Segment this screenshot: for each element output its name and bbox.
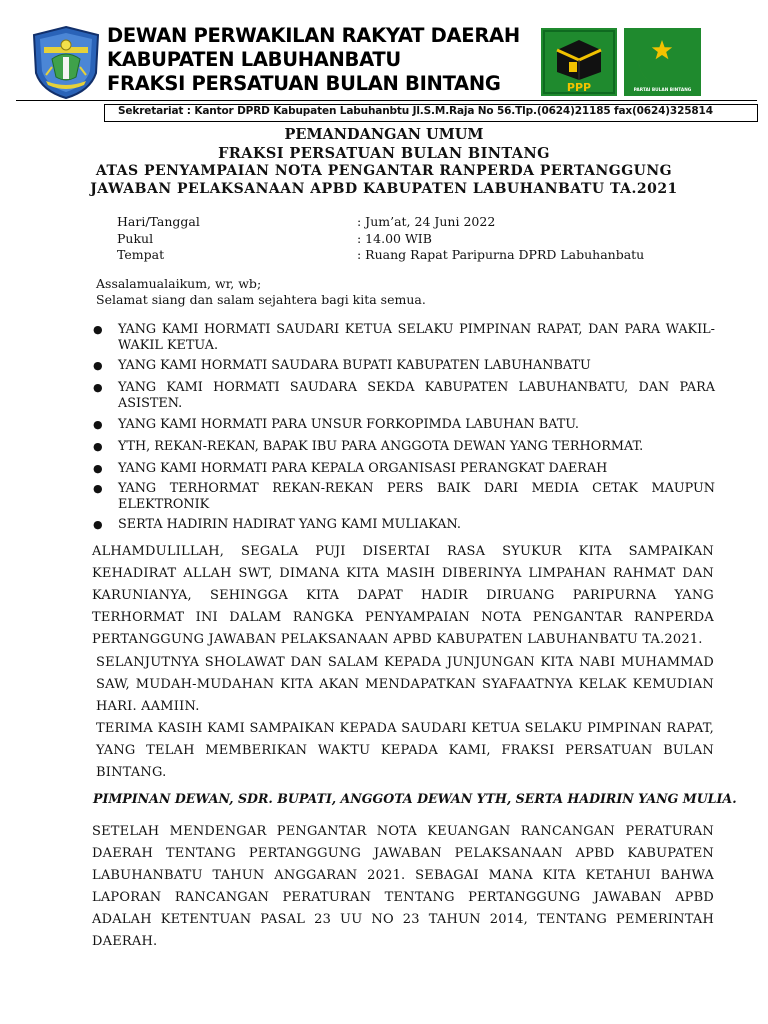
bullet-icon: ● bbox=[93, 462, 103, 475]
meta-label-time: Pukul bbox=[117, 231, 154, 246]
bullet-icon: ● bbox=[93, 381, 103, 394]
salutation-item: YANG KAMI HORMATI SAUDARA SEKDA KABUPATEN LABUHANBATU, DAN PARA ASISTEN. bbox=[118, 380, 715, 411]
greeting-line-2: Selamat siang dan salam sejahtera bagi kita semua. bbox=[96, 292, 426, 307]
pbb-logo bbox=[624, 28, 701, 96]
paragraph-thanks: TERIMA KASIH KAMI SAMPAIKAN KEPADA SAUDARI KETUA SELAKU PIMPINAN RAPAT, YANG TELAH MEMBERIKAN WAKTU KEPADA KAMI, FRAKSI PERSATUAN BULAN BINTANG. bbox=[96, 721, 714, 780]
doc-title-line-4: JAWABAN PELAKSANAAN APBD KABUPATEN LABUHANBATU TA.2021 bbox=[90, 181, 678, 197]
bullet-icon: ● bbox=[93, 323, 103, 336]
greeting-line-1: Assalamualaikum, wr, wb; bbox=[96, 276, 262, 291]
meta-value-place: : Ruang Rapat Paripurna DPRD Labuhanbatu bbox=[357, 247, 645, 262]
meta-label-place: Tempat bbox=[117, 247, 165, 262]
doc-title-line-2: FRAKSI PERSATUAN BULAN BINTANG bbox=[218, 145, 550, 162]
salutation-item: YANG KAMI HORMATI PARA UNSUR FORKOPIMDA LABUHAN BATU. bbox=[118, 417, 579, 432]
bullet-icon: ● bbox=[93, 359, 103, 372]
regency-emblem bbox=[30, 25, 103, 100]
paragraph-sholawat: SELANJUTNYA SHOLAWAT DAN SALAM KEPADA JUNJUNGAN KITA NABI MUHAMMAD SAW, MUDAH-MUDAHAN KITA AKAN MENDAPATKAN SYAFAATNYA KELAK KEMUDIAN HARI. AAMIIN. bbox=[96, 655, 714, 714]
ppp-logo-text: PPP bbox=[566, 81, 592, 94]
pbb-logo-text: PARTAI BULAN BINTANG bbox=[633, 88, 692, 93]
meta-value-date: : Jum’at, 24 Juni 2022 bbox=[357, 214, 496, 229]
meta-value-time: : 14.00 WIB bbox=[357, 231, 432, 246]
letterhead-rule bbox=[16, 100, 757, 101]
secretariat-address: Sekretariat : Kantor DPRD Kabupaten Labuhanbtu Jl.S.M.Raja No 56.Tlp.(0624)21185 fax(0624)325814 bbox=[118, 105, 713, 117]
bullet-icon: ● bbox=[93, 440, 103, 453]
salutation-item: YANG KAMI HORMATI PARA KEPALA ORGANISASI PERANGKAT DAERAH bbox=[118, 461, 608, 476]
letterhead-line-3: FRAKSI PERSATUAN BULAN BINTANG bbox=[107, 72, 501, 95]
salutation-item: YANG TERHORMAT REKAN-REKAN PERS BAIK DARI MEDIA CETAK MAUPUN ELEKTRONIK bbox=[118, 481, 715, 512]
meta-label-date: Hari/Tanggal bbox=[117, 214, 200, 229]
bullet-icon: ● bbox=[93, 418, 103, 431]
paragraph-address-italic: PIMPINAN DEWAN, SDR. BUPATI, ANGGOTA DEWAN YTH, SERTA HADIRIN YANG MULIA. bbox=[93, 791, 737, 806]
salutation-item: YTH, REKAN-REKAN, BAPAK IBU PARA ANGGOTA DEWAN YANG TERHORMAT. bbox=[118, 439, 644, 454]
bullet-icon: ● bbox=[93, 482, 103, 495]
salutation-item: SERTA HADIRIN HADIRAT YANG KAMI MULIAKAN. bbox=[118, 517, 461, 532]
letterhead-line-1: DEWAN PERWAKILAN RAKYAT DAERAH bbox=[107, 24, 520, 47]
paragraph-main: SETELAH MENDENGAR PENGANTAR NOTA KEUANGAN RANCANGAN PERATURAN DAERAH TENTANG PERTANGGUNG JAWABAN PELAKSANAAN APBD KABUPATEN LABUHANBATU TAHUN ANGGARAN 2021. SEBAGAI MANA KITA KETAHUI BAHWA LAPORAN RANCANGAN PERATURAN TENTANG PERTANGGUNG JAWABAN APBD ADALAH KETENTUAN PASAL 23 UU NO 23 TAHUN 2014, TENTANG PEMERINTAH DAERAH. bbox=[92, 824, 714, 949]
letterhead-line-2: KABUPATEN LABUHANBATU bbox=[107, 48, 401, 71]
doc-title-line-1: PEMANDANGAN UMUM bbox=[284, 126, 484, 143]
ppp-logo bbox=[541, 28, 617, 96]
salutation-item: YANG KAMI HORMATI SAUDARI KETUA SELAKU PIMPINAN RAPAT, DAN PARA WAKIL-WAKIL KETUA. bbox=[118, 322, 715, 353]
bullet-icon: ● bbox=[93, 518, 103, 531]
paragraph-opening: ALHAMDULILLAH, SEGALA PUJI DISERTAI RASA SYUKUR KITA SAMPAIKAN KEHADIRAT ALLAH SWT, DIMANA KITA MASIH DIBERINYA LIMPAHAN RAHMAT DAN KARUNIANYA, SEHINGGA KITA DAPAT HADIR DIRUANG PARIPURNA YANG TERHORMAT INI DALAM RANGKA PENYAMPAIAN NOTA PENGANTAR RANPERDA PERTANGGUNG JAWABAN PELAKSANAAN APBD KABUPATEN LABUHANBATU TA.2021. bbox=[92, 544, 714, 647]
doc-title-line-3: ATAS PENYAMPAIAN NOTA PENGANTAR RANPERDA PERTANGGUNG bbox=[95, 163, 673, 179]
salutation-item: YANG KAMI HORMATI SAUDARA BUPATI KABUPATEN LABUHANBATU bbox=[118, 358, 591, 373]
